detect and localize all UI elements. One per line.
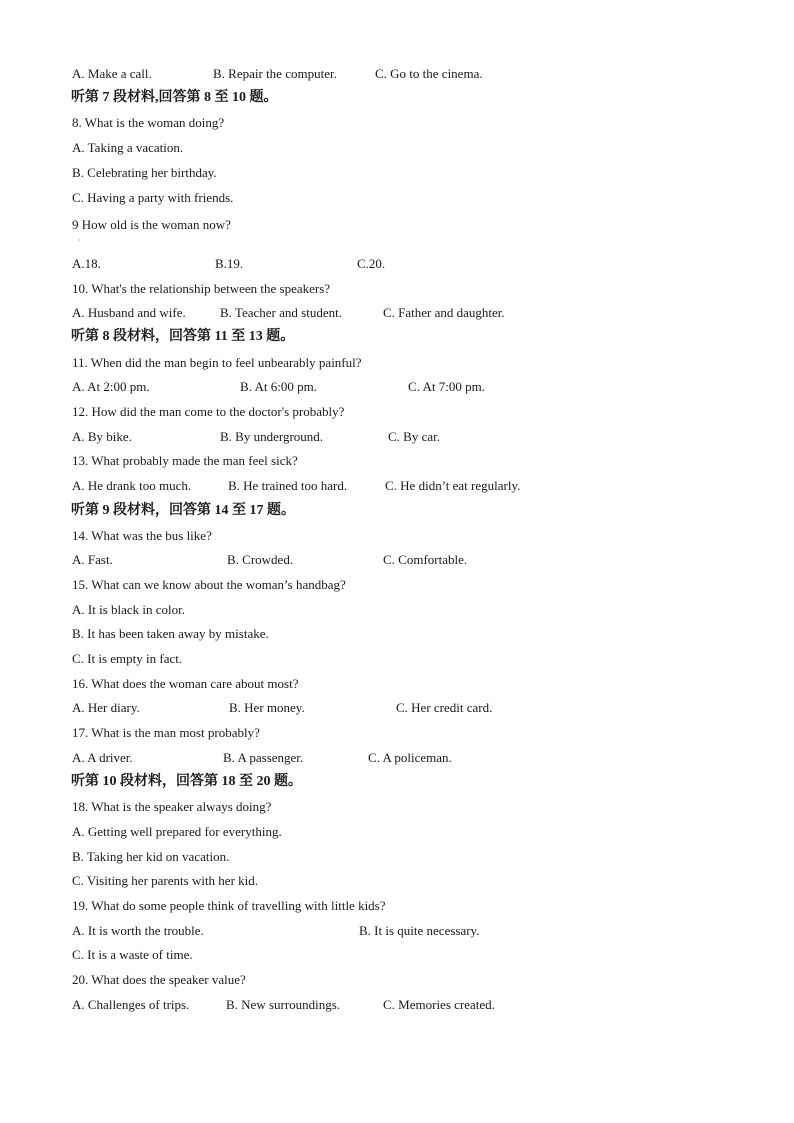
- stray-mark: ·: [78, 236, 81, 245]
- option-c: C. Go to the cinema.: [375, 66, 483, 81]
- section-heading: 听第 7 段材料,回答第 8 至 10 题。: [71, 90, 278, 105]
- question-20: 20. What does the speaker value?: [72, 972, 246, 987]
- q15-option-c: C. It is empty in fact.: [72, 651, 183, 666]
- option-a: A. By bike.: [72, 429, 132, 444]
- q8-option-c: C. Having a party with friends.: [72, 190, 234, 205]
- question-13: 13. What probably made the man feel sick?: [72, 453, 298, 468]
- option-b: B. At 6:00 pm.: [240, 379, 317, 394]
- option-a: A. Fast.: [72, 552, 113, 567]
- option-b: B. By underground.: [220, 429, 324, 444]
- question-12: 12. How did the man come to the doctor's probably?: [72, 404, 345, 419]
- option-b: B. New surroundings.: [226, 997, 341, 1012]
- option-a: A. He drank too much.: [72, 478, 192, 493]
- option-c: C. He didn’t eat regularly.: [385, 478, 521, 493]
- q15-option-a: A. It is black in color.: [72, 602, 186, 617]
- question-16: 16. What does the woman care about most?: [72, 676, 299, 691]
- option-c: C.20.: [357, 256, 386, 271]
- option-a: A. Challenges of trips.: [72, 997, 190, 1012]
- option-c: C. Comfortable.: [383, 552, 468, 567]
- q19-option-c: C. It is a waste of time.: [72, 947, 193, 962]
- question-11: 11. When did the man begin to feel unbearably painful?: [72, 355, 362, 370]
- q18-option-c: C. Visiting her parents with her kid.: [72, 873, 259, 888]
- option-a: A. Her diary.: [72, 700, 140, 715]
- question-18: 18. What is the speaker always doing?: [72, 799, 272, 814]
- q15-option-b: B. It has been taken away by mistake.: [72, 626, 269, 641]
- option-b: B. Her money.: [229, 700, 305, 715]
- option-a: A. A driver.: [72, 750, 133, 765]
- option-b: B. Teacher and student.: [220, 305, 342, 320]
- option-c: C. Father and daughter.: [383, 305, 505, 320]
- q18-option-b: B. Taking her kid on vacation.: [72, 849, 230, 864]
- option-a: A. At 2:00 pm.: [72, 379, 150, 394]
- question-10: 10. What's the relationship between the speakers?: [72, 281, 331, 296]
- option-c: C. Memories created.: [383, 997, 495, 1012]
- option-a: A. Husband and wife.: [72, 305, 186, 320]
- q8-option-b: B. Celebrating her birthday.: [72, 165, 217, 180]
- q8-option-a: A. Taking a vacation.: [72, 140, 184, 155]
- question-14: 14. What was the bus like?: [72, 528, 212, 543]
- option-c: C. At 7:00 pm.: [408, 379, 485, 394]
- q18-option-a: A. Getting well prepared for everything.: [72, 824, 282, 839]
- section-heading: 听第 10 段材料，回答第 18 至 20 题。: [71, 774, 302, 789]
- option-c: C. A policeman.: [368, 750, 452, 765]
- option-b: B.19.: [215, 256, 244, 271]
- question-17: 17. What is the man most probably?: [72, 725, 260, 740]
- option-b: B. It is quite necessary.: [359, 923, 480, 938]
- question-8: 8. What is the woman doing?: [72, 115, 225, 130]
- question-19: 19. What do some people think of travelling with little kids?: [72, 898, 386, 913]
- option-a: A. It is worth the trouble.: [72, 923, 204, 938]
- question-15: 15. What can we know about the woman’s handbag?: [72, 577, 346, 592]
- option-b: B. Crowded.: [227, 552, 294, 567]
- option-b: B. A passenger.: [223, 750, 304, 765]
- section-heading: 听第 9 段材料，回答第 14 至 17 题。: [71, 503, 295, 518]
- option-b: B. Repair the computer.: [213, 66, 337, 81]
- question-9: 9 How old is the woman now?: [72, 217, 231, 232]
- section-heading: 听第 8 段材料，回答第 11 至 13 题。: [71, 329, 295, 344]
- option-b: B. He trained too hard.: [228, 478, 348, 493]
- option-a: A.18.: [72, 256, 101, 271]
- option-a: A. Make a call.: [72, 66, 152, 81]
- option-c: C. By car.: [388, 429, 440, 444]
- option-c: C. Her credit card.: [396, 700, 493, 715]
